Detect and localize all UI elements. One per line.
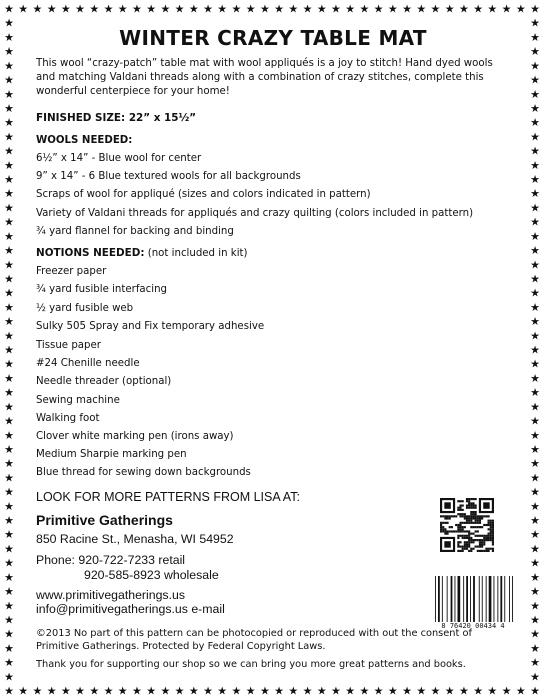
border-star-icon: ★ [530, 116, 540, 130]
website-link[interactable]: www.primitivegatherings.us [36, 588, 185, 602]
border-star-icon: ★ [515, 2, 526, 16]
border-star-icon: ★ [4, 59, 14, 73]
border-star-icon: ★ [103, 2, 114, 16]
border-star-icon: ★ [331, 2, 341, 16]
border-star-icon: ★ [274, 684, 285, 698]
border-star-icon: ★ [4, 528, 14, 542]
border-star-icon: ★ [4, 684, 14, 698]
border-star-icon: ★ [4, 244, 14, 258]
notions-heading-label: NOTIONS NEEDED: [36, 247, 145, 259]
border-star-icon: ★ [4, 2, 14, 16]
border-star-icon: ★ [530, 656, 540, 670]
border-star-icon: ★ [4, 442, 14, 456]
border-star-icon: ★ [530, 599, 540, 613]
border-star-icon: ★ [316, 2, 327, 16]
border-star-icon: ★ [217, 2, 228, 16]
border-star-icon: ★ [530, 73, 540, 87]
border-star-icon: ★ [530, 542, 540, 556]
border-star-icon: ★ [530, 315, 540, 329]
border-star-icon: ★ [530, 300, 540, 314]
border-star-icon: ★ [4, 514, 14, 527]
border-star-icon: ★ [359, 684, 370, 698]
border-star-icon: ★ [203, 684, 213, 698]
notions-heading [36, 247, 248, 259]
barcode-number: 8 76420 00434 4 [441, 622, 505, 630]
border-star-icon: ★ [117, 684, 128, 698]
border-star-icon: ★ [487, 2, 498, 16]
notions-note: (not included in kit) [144, 248, 248, 259]
border-star-icon: ★ [4, 585, 14, 599]
border-star-icon: ★ [530, 258, 540, 272]
border-star-icon: ★ [259, 684, 270, 698]
border-star-icon: ★ [4, 641, 14, 655]
phone-retail: Phone: 920-722-7233 retail [36, 553, 186, 567]
border-star-icon: ★ [4, 656, 14, 670]
border-star-icon: ★ [530, 471, 540, 485]
border-star-icon: ★ [530, 329, 540, 343]
email-link[interactable]: info@primitivegatherings.us e-mail [36, 602, 225, 616]
border-star-icon: ★ [331, 684, 341, 698]
page-title: WINTER CRAZY TABLE MAT [119, 26, 427, 50]
border-star-icon: ★ [416, 2, 427, 16]
border-star-icon: ★ [231, 2, 242, 16]
border-star-icon: ★ [530, 371, 540, 385]
border-star-icon: ★ [473, 2, 484, 16]
border-star-icon: ★ [530, 244, 540, 258]
notion-item: Freezer paper [36, 266, 107, 277]
border-star-icon: ★ [530, 215, 540, 229]
border-star-icon: ★ [4, 556, 14, 570]
border-star-icon: ★ [174, 2, 185, 16]
finished-size [36, 112, 196, 124]
border-star-icon: ★ [530, 613, 540, 627]
border-star-icon: ★ [530, 556, 540, 570]
border-star-icon: ★ [530, 201, 540, 215]
border-star-icon: ★ [4, 286, 14, 300]
border-star-icon: ★ [530, 528, 540, 542]
border-star-icon: ★ [458, 2, 469, 16]
border-star-icon: ★ [288, 2, 299, 16]
border-star-icon: ★ [4, 116, 14, 130]
border-star-icon: ★ [530, 101, 540, 115]
border-star-icon: ★ [530, 59, 540, 73]
intro-paragraph: This wool “crazy-patch” table mat with wool appliqués is a joy to stitch! Hand dyed wools and matching Valdani threads along with a combination of crazy stitches, complete this wonderful centerpiece for your home! [36, 58, 493, 97]
border-star-icon: ★ [146, 2, 157, 16]
border-star-icon: ★ [188, 2, 199, 16]
border-star-icon: ★ [359, 2, 370, 16]
border-star-icon: ★ [32, 684, 43, 698]
border-star-icon: ★ [430, 2, 441, 16]
border-star-icon: ★ [530, 514, 540, 527]
border-star-icon: ★ [4, 499, 14, 513]
border-star-icon: ★ [530, 499, 540, 513]
notion-item: Needle threader (optional) [36, 376, 172, 387]
border-star-icon: ★ [160, 684, 171, 698]
border-star-icon: ★ [75, 684, 86, 698]
border-star-icon: ★ [18, 2, 29, 16]
border-star-icon: ★ [103, 684, 114, 698]
border-star-icon: ★ [4, 414, 14, 428]
border-star-icon: ★ [4, 485, 14, 499]
border-star-icon: ★ [430, 684, 441, 698]
wool-item: 6½” x 14” - Blue wool for center [36, 153, 202, 164]
border-star-icon: ★ [530, 670, 540, 684]
wool-item: 9” x 14” - 6 Blue textured wools for all backgrounds [36, 171, 301, 182]
border-star-icon: ★ [4, 130, 14, 144]
notion-item: Medium Sharpie marking pen [36, 449, 187, 460]
border-star-icon: ★ [530, 272, 540, 286]
border-star-icon: ★ [316, 684, 327, 698]
notion-item: Tissue paper [36, 340, 101, 351]
border-star-icon: ★ [4, 599, 14, 613]
wools-heading: WOOLS NEEDED: [36, 135, 133, 146]
border-star-icon: ★ [530, 386, 540, 400]
phone-wholesale: 920-585-8923 wholesale [84, 568, 219, 582]
finished-size-label: FINISHED SIZE: [36, 112, 129, 124]
border-star-icon: ★ [530, 641, 540, 655]
border-star-icon: ★ [203, 2, 213, 16]
border-star-icon: ★ [4, 158, 14, 172]
border-star-icon: ★ [501, 2, 512, 16]
border-star-icon: ★ [60, 684, 71, 698]
border-star-icon: ★ [4, 300, 14, 314]
border-star-icon: ★ [4, 343, 14, 357]
border-star-icon: ★ [444, 2, 455, 16]
notion-item: Sewing machine [36, 395, 120, 406]
notion-item: Clover white marking pen (irons away) [36, 431, 234, 442]
border-star-icon: ★ [4, 357, 14, 371]
border-star-icon: ★ [530, 130, 540, 144]
qr-code[interactable] [440, 498, 494, 552]
border-star-icon: ★ [4, 187, 14, 201]
notion-item: ½ yard fusible web [36, 303, 134, 314]
border-star-icon: ★ [160, 2, 171, 16]
border-star-icon: ★ [530, 585, 540, 599]
border-star-icon: ★ [4, 215, 14, 229]
border-star-icon: ★ [530, 187, 540, 201]
border-star-icon: ★ [4, 87, 14, 101]
border-star-icon: ★ [245, 2, 256, 16]
border-star-icon: ★ [4, 73, 14, 87]
border-star-icon: ★ [515, 684, 526, 698]
border-star-icon: ★ [501, 684, 512, 698]
thank-you-note: Thank you for supporting our shop so we can bring you more great patterns and books. [36, 659, 466, 670]
border-star-icon: ★ [46, 684, 57, 698]
wool-item: ¾ yard flannel for backing and binding [36, 226, 234, 237]
border-star-icon: ★ [530, 570, 540, 584]
border-star-icon: ★ [274, 2, 285, 16]
notion-item: Sulky 505 Spray and Fix temporary adhesive [36, 321, 265, 332]
border-star-icon: ★ [245, 684, 256, 698]
border-star-icon: ★ [4, 229, 14, 243]
company-name: Primitive Gatherings [36, 512, 173, 528]
border-star-icon: ★ [4, 613, 14, 627]
border-star-icon: ★ [302, 2, 313, 16]
border-star-icon: ★ [473, 684, 484, 698]
border-star-icon: ★ [132, 684, 142, 698]
border-star-icon: ★ [4, 428, 14, 442]
border-star-icon: ★ [46, 2, 57, 16]
border-star-icon: ★ [4, 272, 14, 286]
border-star-icon: ★ [4, 471, 14, 485]
border-star-icon: ★ [530, 173, 540, 186]
border-star-icon: ★ [4, 173, 14, 186]
border-star-icon: ★ [530, 16, 540, 30]
border-star-icon: ★ [288, 684, 299, 698]
border-star-icon: ★ [132, 2, 142, 16]
border-star-icon: ★ [530, 144, 540, 158]
border-star-icon: ★ [387, 2, 398, 16]
border-star-icon: ★ [4, 542, 14, 556]
border-star-icon: ★ [259, 2, 270, 16]
border-star-icon: ★ [231, 684, 242, 698]
border-star-icon: ★ [530, 2, 540, 16]
notion-item: Blue thread for sewing down backgrounds [36, 467, 251, 478]
border-star-icon: ★ [4, 670, 14, 684]
border-star-icon: ★ [4, 101, 14, 115]
border-star-icon: ★ [146, 684, 157, 698]
border-star-icon: ★ [4, 258, 14, 272]
border-star-icon: ★ [4, 144, 14, 158]
border-star-icon: ★ [402, 684, 412, 698]
border-star-icon: ★ [530, 442, 540, 456]
border-star-icon: ★ [18, 684, 29, 698]
border-star-icon: ★ [4, 457, 14, 471]
border-star-icon: ★ [444, 684, 455, 698]
border-star-icon: ★ [530, 343, 540, 357]
border-star-icon: ★ [32, 2, 43, 16]
copyright-notice: ©2013 No part of this pattern can be photocopied or reproduced with out the consent of Primitive Gatherings. Protected by Federal Copyright Laws. [36, 628, 472, 652]
border-star-icon: ★ [345, 684, 356, 698]
border-star-icon: ★ [4, 386, 14, 400]
border-star-icon: ★ [217, 684, 228, 698]
border-star-icon: ★ [387, 684, 398, 698]
border-star-icon: ★ [530, 684, 540, 698]
border-star-icon: ★ [530, 158, 540, 172]
border-star-icon: ★ [530, 457, 540, 471]
border-star-icon: ★ [4, 45, 14, 59]
border-star-icon: ★ [530, 400, 540, 414]
border-star-icon: ★ [4, 329, 14, 343]
wool-item: Variety of Valdani threads for appliqués and crazy quilting (colors included in pattern) [36, 208, 474, 219]
finished-size-value: 22” x 15½” [128, 112, 197, 124]
wool-item: Scraps of wool for appliqué (sizes and colors indicated in pattern) [36, 189, 371, 200]
border-star-icon: ★ [530, 45, 540, 59]
notion-item: ¾ yard fusible interfacing [36, 284, 168, 295]
border-star-icon: ★ [89, 684, 100, 698]
border-star-icon: ★ [416, 684, 427, 698]
border-star-icon: ★ [530, 627, 540, 641]
notion-item: #24 Chenille needle [36, 358, 140, 369]
border-star-icon: ★ [4, 627, 14, 641]
border-star-icon: ★ [4, 371, 14, 385]
border-star-icon: ★ [89, 2, 100, 16]
border-star-icon: ★ [530, 414, 540, 428]
border-star-icon: ★ [373, 2, 384, 16]
border-star-icon: ★ [4, 570, 14, 584]
border-star-icon: ★ [530, 286, 540, 300]
border-star-icon: ★ [458, 684, 469, 698]
company-address: 850 Racine St., Menasha, WI 54952 [36, 532, 234, 546]
border-star-icon: ★ [4, 16, 14, 30]
border-star-icon: ★ [530, 229, 540, 243]
border-star-icon: ★ [117, 2, 128, 16]
border-star-icon: ★ [75, 2, 86, 16]
border-star-icon: ★ [4, 30, 14, 44]
border-star-icon: ★ [530, 30, 540, 44]
border-star-icon: ★ [345, 2, 356, 16]
border-star-icon: ★ [4, 201, 14, 215]
border-star-icon: ★ [174, 684, 185, 698]
border-star-icon: ★ [4, 400, 14, 414]
border-star-icon: ★ [530, 485, 540, 499]
border-star-icon: ★ [487, 684, 498, 698]
border-star-icon: ★ [530, 87, 540, 101]
border-star-icon: ★ [4, 315, 14, 329]
border-star-icon: ★ [188, 684, 199, 698]
border-star-icon: ★ [530, 357, 540, 371]
notion-item: Walking foot [36, 413, 100, 424]
border-star-icon: ★ [402, 2, 412, 16]
border-star-icon: ★ [60, 2, 71, 16]
border-star-icon: ★ [373, 684, 384, 698]
border-star-icon: ★ [302, 684, 313, 698]
border-star-icon: ★ [530, 428, 540, 442]
more-patterns-heading: LOOK FOR MORE PATTERNS FROM LISA AT: [36, 490, 300, 504]
